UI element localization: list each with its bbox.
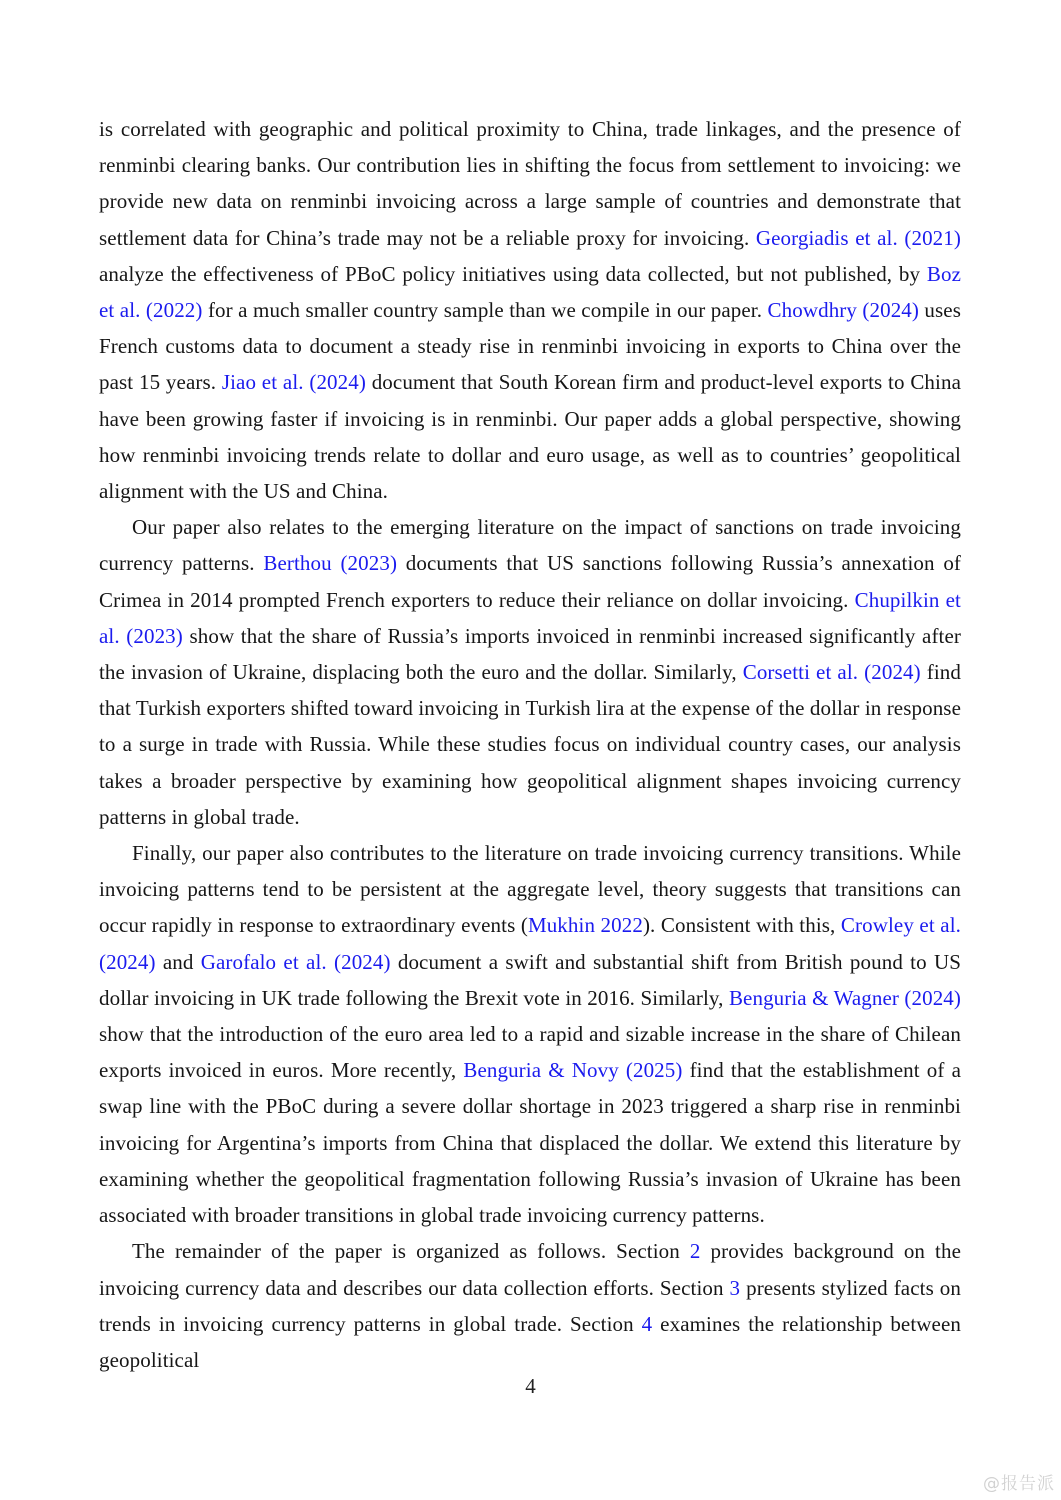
citation-link[interactable]: 3 [729, 1275, 741, 1300]
text-run: Finally, our paper also contributes to the literature on trade invoicing currency transitions. While invoicing patterns tend to be persistent at the aggregate level, theory suggests that transitions can occur rapidly in response to extraordinary events ( [99, 841, 961, 938]
paragraph [99, 509, 961, 835]
text-run: provides background on the invoicing currency data and describes our data collection efforts. Section [99, 1239, 962, 1300]
citation-link[interactable]: Garofalo et al. (2024) [200, 949, 391, 974]
text-run: presents stylized facts on trends in invoicing currency patterns in global trade. Section [99, 1275, 961, 1336]
text-run: examines the relationship between geopolitical [99, 1311, 961, 1372]
citation-link[interactable]: Benguria & Wagner (2024) [728, 985, 962, 1010]
text-run: analyze the effectiveness of PBoC policy initiatives using data collected, but not published, by [99, 261, 927, 286]
page-number: 4 [525, 1374, 536, 1398]
paragraph [99, 1233, 961, 1378]
paragraph [99, 111, 961, 509]
citation-link[interactable]: Jiao et al. (2024) [221, 370, 366, 395]
citation-link[interactable]: Mukhin 2022 [527, 913, 643, 938]
citation-link[interactable]: Chupilkin et al. (2023) [99, 587, 961, 648]
page-body [99, 111, 961, 1378]
text-run: is correlated with geographic and political proximity to China, trade linkages, and the presence of renminbi clearing banks. Our contribution lies in shifting the focus from settlement to invoicing: we provide new data on renminbi invoicing across a large sample of countries and demonstrate that settlement data for China’s trade may not be a reliable proxy for invoicing. [99, 117, 961, 250]
text-run: The remainder of the paper is organized as follows. Section [132, 1239, 690, 1264]
text-run: document that South Korean firm and product-level exports to China have been growing faster if invoicing is in renminbi. Our paper adds a global perspective, showing how renminbi invoicing trends relate to dollar and euro usage, as well as to countries’ geopolitical alignment with the US and China. [99, 370, 961, 504]
citation-link[interactable]: 4 [641, 1311, 653, 1336]
text-run: document a swift and substantial shift from British pound to US dollar invoicing in UK trade following the Brexit vote in 2016. Similarly, [99, 949, 962, 1010]
text-run: uses French customs data to document a steady rise in renminbi invoicing in exports to China over the past 15 years. [99, 298, 961, 395]
text-run: show that the share of Russia’s imports invoiced in renminbi increased significantly after the invasion of Ukraine, displacing both the euro and the dollar. Similarly, [99, 623, 961, 685]
text-run: documents that US sanctions following Russia’s annexation of Crimea in 2014 prompted French exporters to reduce their reliance on dollar invoicing. [99, 551, 962, 612]
text-run: find that the establishment of a swap line with the PBoC during a severe dollar shortage in 2023 triggered a sharp rise in renminbi invoicing for Argentina’s imports from China that displaced the dollar. We extend this literature by examining whether the geopolitical fragmentation following Russia’s invasion of Ukraine has been associated with broader transitions in global trade invoicing currency patterns. [99, 1058, 961, 1228]
text-run: show that the introduction of the euro area led to a rapid and sizable increase in the share of Chilean exports invoiced in euros. More recently, [99, 1022, 961, 1083]
citation-link[interactable]: Crowley et al. (2024) [99, 913, 961, 974]
citation-link[interactable]: Georgiadis et al. (2021) [755, 225, 961, 250]
citation-link[interactable]: Corsetti et al. (2024) [742, 660, 921, 685]
citation-link[interactable]: Boz et al. (2022) [99, 261, 961, 323]
text-run: Our paper also relates to the emerging literature on the impact of sanctions on trade invoicing currency patterns. [99, 515, 961, 576]
text-run: for a much smaller country sample than we compile in our paper. [202, 298, 768, 323]
text-run: find that Turkish exporters shifted toward invoicing in Turkish lira at the expense of the dollar in response to a surge in trade with Russia. While these studies focus on individual country cases, our analysis takes a broader perspective by examining how geopolitical alignment shapes invoicing currency patterns in global trade. [99, 660, 962, 829]
paragraph [99, 835, 961, 1233]
citation-link[interactable]: Berthou (2023) [263, 551, 398, 576]
text-run: ). Consistent with this, [642, 913, 841, 938]
citation-link[interactable]: 2 [689, 1239, 701, 1264]
citation-link[interactable]: Benguria & Novy (2025) [463, 1058, 683, 1083]
citation-link[interactable]: Chowdhry (2024) [767, 298, 919, 323]
watermark: @报告派 [983, 1474, 1055, 1494]
text-run: and [155, 949, 201, 974]
